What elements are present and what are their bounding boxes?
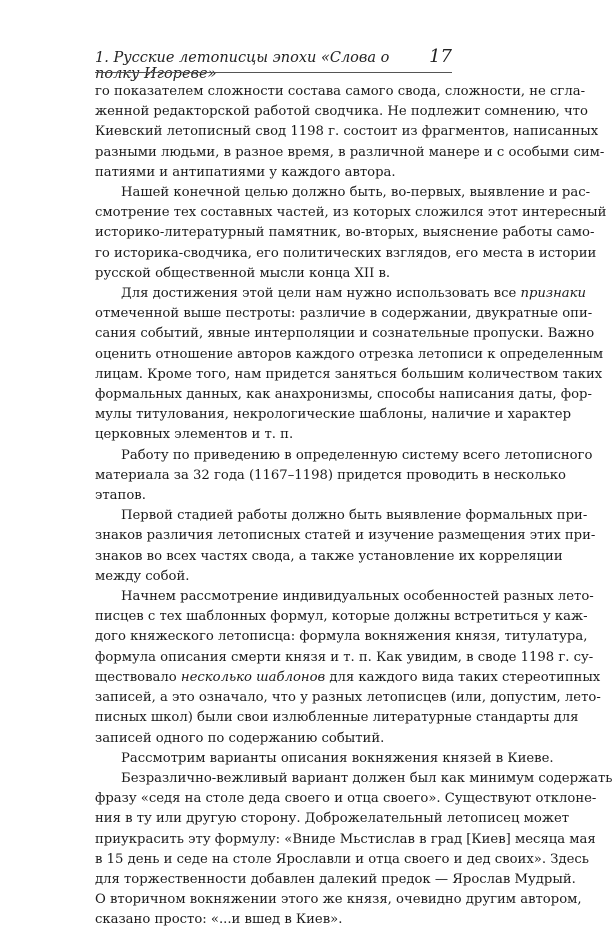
text-line: женной редакторской работой сводчика. Не подлежит сомнению, что [95,104,588,120]
paragraph [95,446,593,507]
text-line: записей, а это означало, что у разных летописцев (или, допустим, лето- [95,690,601,706]
text-line: знаков различия летописных статей и изучение размещения этих при- [95,528,596,544]
header-rule [95,72,452,73]
text-line: Первой стадией работы должно быть выявление формальных при- [121,508,588,524]
text-line: мулы титулования, некрологические шаблоны, наличие и характер [95,407,572,423]
page-number: 17 [429,46,452,67]
text-line: Рассмотрим варианты описания вокняжения князей в Киеве. [121,750,554,766]
text-line: смотрение тех составных частей, из которых сложился этот интересный [95,205,607,221]
text-line: Киевский летописный свод 1198 г. состоит из фрагментов, написанных [95,124,599,140]
text-line: лицам. Кроме того, нам придется заняться большим количеством таких [95,366,603,382]
text-line: Нашей конечной целью должно быть, во-первых, выявление и рас- [121,185,591,201]
text-line: приукрасить эту формулу: «Вниде Мьстислав в град [Киев] месяца мая [95,831,596,847]
text-line: русской общественной мысли конца XII в. [95,265,391,281]
running-title: 1. Русские летописцы эпохи «Слова о полку Игореве» [95,50,390,82]
running-header [95,46,452,82]
text-line: этапов. [95,488,146,504]
text-line: фразу «седя на столе деда своего и отца своего». Существуют отклоне- [95,791,597,807]
text-line: ния в ту или другую сторону. Доброжелательный летописец может [95,811,570,827]
text-line: оценить отношение авторов каждого отрезка летописи к определенным [95,346,604,362]
text-line: церковных элементов и т. п. [95,427,294,443]
paragraph [95,749,554,769]
body-text [95,82,613,931]
text-line: Безразлично-вежливый вариант должен был как минимум содержать [121,770,613,786]
paragraph [95,82,605,183]
text-line: формула описания смерти князя и т. п. Как увидим, в своде 1198 г. су- [95,649,594,665]
paragraph [95,587,601,749]
text-line: патиями и антипатиями у каждого автора. [95,164,396,180]
text-line: писных школ) были свои излюбленные литературные стандарты для [95,710,579,726]
paragraph [95,506,596,587]
text-line: О вторичном вокняжении этого же князя, очевидно другим автором, [95,892,582,908]
text-line: Начнем рассмотрение индивидуальных особенностей разных лето- [121,589,594,605]
text-line: Работу по приведению в определенную систему всего летописного [121,447,593,463]
text-line: Для достижения этой цели нам нужно использовать все признаки [121,286,587,302]
text-line: сказано просто: «...и вшед в Киев». [95,912,343,928]
paragraph [95,284,604,446]
text-line: разными людьми, в разное время, в различной манере и с особыми сим- [95,144,605,160]
text-line: в 15 день и седе на столе Ярославли и отца своего и дед своих». Здесь [95,851,589,867]
paragraph [95,769,613,931]
text-line: сания событий, явные интерполяции и сознательные пропуски. Важно [95,326,595,342]
text-line: историко-литературный памятник, во-вторых, выяснение работы само- [95,225,595,241]
text-line: формальных данных, как анахронизмы, способы написания даты, фор- [95,387,592,403]
paragraph [95,183,607,284]
text-line: дого княжеского летописца: формула вокняжения князя, титулатура, [95,629,588,645]
text-line: го показателем сложности состава самого свода, сложности, не сгла- [95,84,586,99]
text-line: материала за 32 года (1167–1198) придется проводить в несколько [95,467,566,483]
text-line: го историка-сводчика, его политических взглядов, его места в истории [95,245,597,261]
text-line: ществовало несколько шаблонов для каждого вида таких стереотипных [95,669,601,685]
text-line: записей одного по содержанию событий. [95,730,385,746]
text-line: между собой. [95,568,190,584]
text-line: знаков во всех частях свода, а также установление их корреляции [95,548,563,564]
text-line: писцев с тех шаблонных формул, которые должны встретиться у каж- [95,609,588,625]
text-line: отмеченной выше пестроты: различие в содержании, двукратные опи- [95,306,593,322]
text-line: для торжественности добавлен далекий предок — Ярослав Мудрый. [95,871,576,887]
